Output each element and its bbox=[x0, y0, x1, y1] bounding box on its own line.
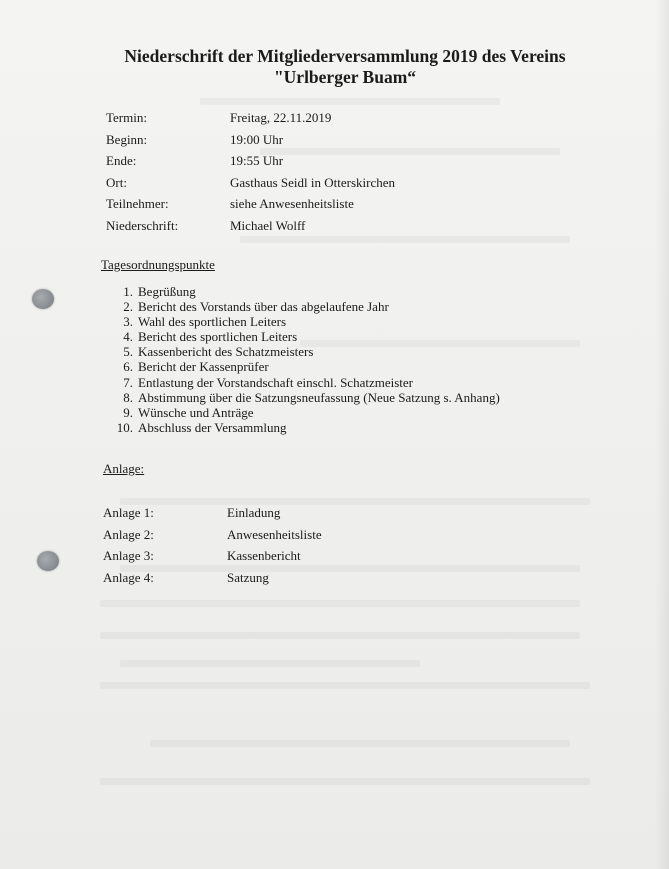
item-text: Bericht der Kassenprüfer bbox=[138, 359, 269, 375]
document-title bbox=[60, 46, 630, 88]
show-through-line bbox=[100, 778, 590, 785]
attachments-heading: Anlage: bbox=[103, 461, 145, 476]
list-item bbox=[113, 299, 500, 314]
punch-hole-icon bbox=[37, 551, 59, 571]
meta-label: Termin: bbox=[106, 110, 147, 125]
item-number: 4. bbox=[123, 329, 133, 345]
item-text: Abstimmung über die Satzungsneufassung (Neue Satzung s. Anhang) bbox=[138, 389, 500, 405]
show-through-line bbox=[200, 98, 500, 105]
item-number: 10. bbox=[116, 419, 133, 435]
punch-hole-icon bbox=[32, 289, 54, 309]
attachment-label: Anlage 3: bbox=[103, 548, 154, 564]
attachment-label: Anlage 4: bbox=[103, 569, 154, 585]
item-text: Abschluss der Versammlung bbox=[138, 419, 287, 435]
show-through-line bbox=[100, 632, 580, 639]
item-number: 1. bbox=[123, 284, 133, 299]
item-text: Wünsche und Anträge bbox=[138, 404, 254, 420]
show-through-line bbox=[120, 660, 420, 667]
meta-row-ort bbox=[106, 175, 395, 197]
meta-label: Ort: bbox=[106, 174, 127, 190]
attachment-value: Satzung bbox=[227, 569, 269, 585]
agenda-heading: Tagesordnungspunkte bbox=[101, 257, 215, 272]
item-number: 2. bbox=[123, 299, 133, 315]
meta-label: Niederschrift: bbox=[106, 217, 179, 233]
attachments-table bbox=[103, 505, 322, 591]
page-edge-shadow bbox=[655, 0, 669, 869]
item-text: Entlastung der Vorstandschaft einschl. Schatzmeister bbox=[138, 374, 413, 390]
item-text: Wahl des sportlichen Leiters bbox=[138, 314, 287, 330]
attachment-label: Anlage 2: bbox=[103, 526, 154, 542]
meta-value: 19:00 Uhr bbox=[230, 131, 284, 147]
show-through-line bbox=[100, 600, 580, 607]
table-row bbox=[103, 570, 322, 592]
item-text: Begrüßung bbox=[138, 284, 196, 299]
list-item bbox=[113, 359, 500, 374]
item-text: Bericht des sportlichen Leiters bbox=[138, 329, 298, 345]
attachment-label: Anlage 1: bbox=[103, 505, 154, 520]
meta-label: Teilnehmer: bbox=[106, 196, 169, 211]
meta-row-termin bbox=[106, 110, 395, 132]
list-item bbox=[113, 375, 500, 390]
attachment-value: Kassenbericht bbox=[227, 548, 301, 564]
item-number: 5. bbox=[123, 344, 133, 360]
meta-value: siehe Anwesenheitsliste bbox=[230, 196, 354, 211]
list-item bbox=[113, 420, 500, 435]
meta-value: Gasthaus Seidl in Otterskirchen bbox=[230, 174, 395, 190]
item-number: 9. bbox=[123, 404, 133, 420]
meta-label: Beginn: bbox=[106, 131, 148, 147]
item-number: 8. bbox=[123, 389, 133, 405]
table-row bbox=[103, 548, 322, 570]
item-number: 3. bbox=[123, 314, 133, 330]
meeting-details bbox=[106, 110, 395, 239]
show-through-line bbox=[100, 682, 590, 689]
list-item bbox=[113, 329, 500, 344]
item-number: 7. bbox=[123, 374, 133, 390]
list-item bbox=[113, 405, 500, 420]
show-through-line bbox=[150, 740, 570, 747]
title-line-2: "Urlberger Buam“ bbox=[273, 67, 417, 87]
list-item bbox=[113, 344, 500, 359]
meta-row-teilnehmer bbox=[106, 196, 395, 218]
list-item bbox=[113, 314, 500, 329]
show-through-line bbox=[120, 498, 590, 505]
agenda-list bbox=[113, 284, 500, 435]
item-text: Kassenbericht des Schatzmeisters bbox=[138, 344, 314, 360]
table-row bbox=[103, 505, 322, 527]
item-text: Bericht des Vorstands über das abgelaufene Jahr bbox=[138, 299, 389, 315]
meta-row-beginn bbox=[106, 132, 395, 154]
table-row bbox=[103, 527, 322, 549]
list-item bbox=[113, 284, 500, 299]
title-line-1: Niederschrift der Mitgliederversammlung 2019 des Vereins bbox=[124, 46, 566, 66]
meta-value: 19:55 Uhr bbox=[230, 153, 284, 168]
item-number: 6. bbox=[123, 359, 133, 375]
meta-label: Ende: bbox=[106, 153, 137, 168]
meta-value: Freitag, 22.11.2019 bbox=[230, 110, 332, 125]
meta-value: Michael Wolff bbox=[230, 217, 306, 233]
list-item bbox=[113, 390, 500, 405]
attachment-value: Anwesenheitsliste bbox=[227, 526, 322, 542]
attachment-value: Einladung bbox=[227, 505, 281, 520]
meta-row-niederschrift bbox=[106, 218, 395, 240]
meta-row-ende bbox=[106, 153, 395, 175]
